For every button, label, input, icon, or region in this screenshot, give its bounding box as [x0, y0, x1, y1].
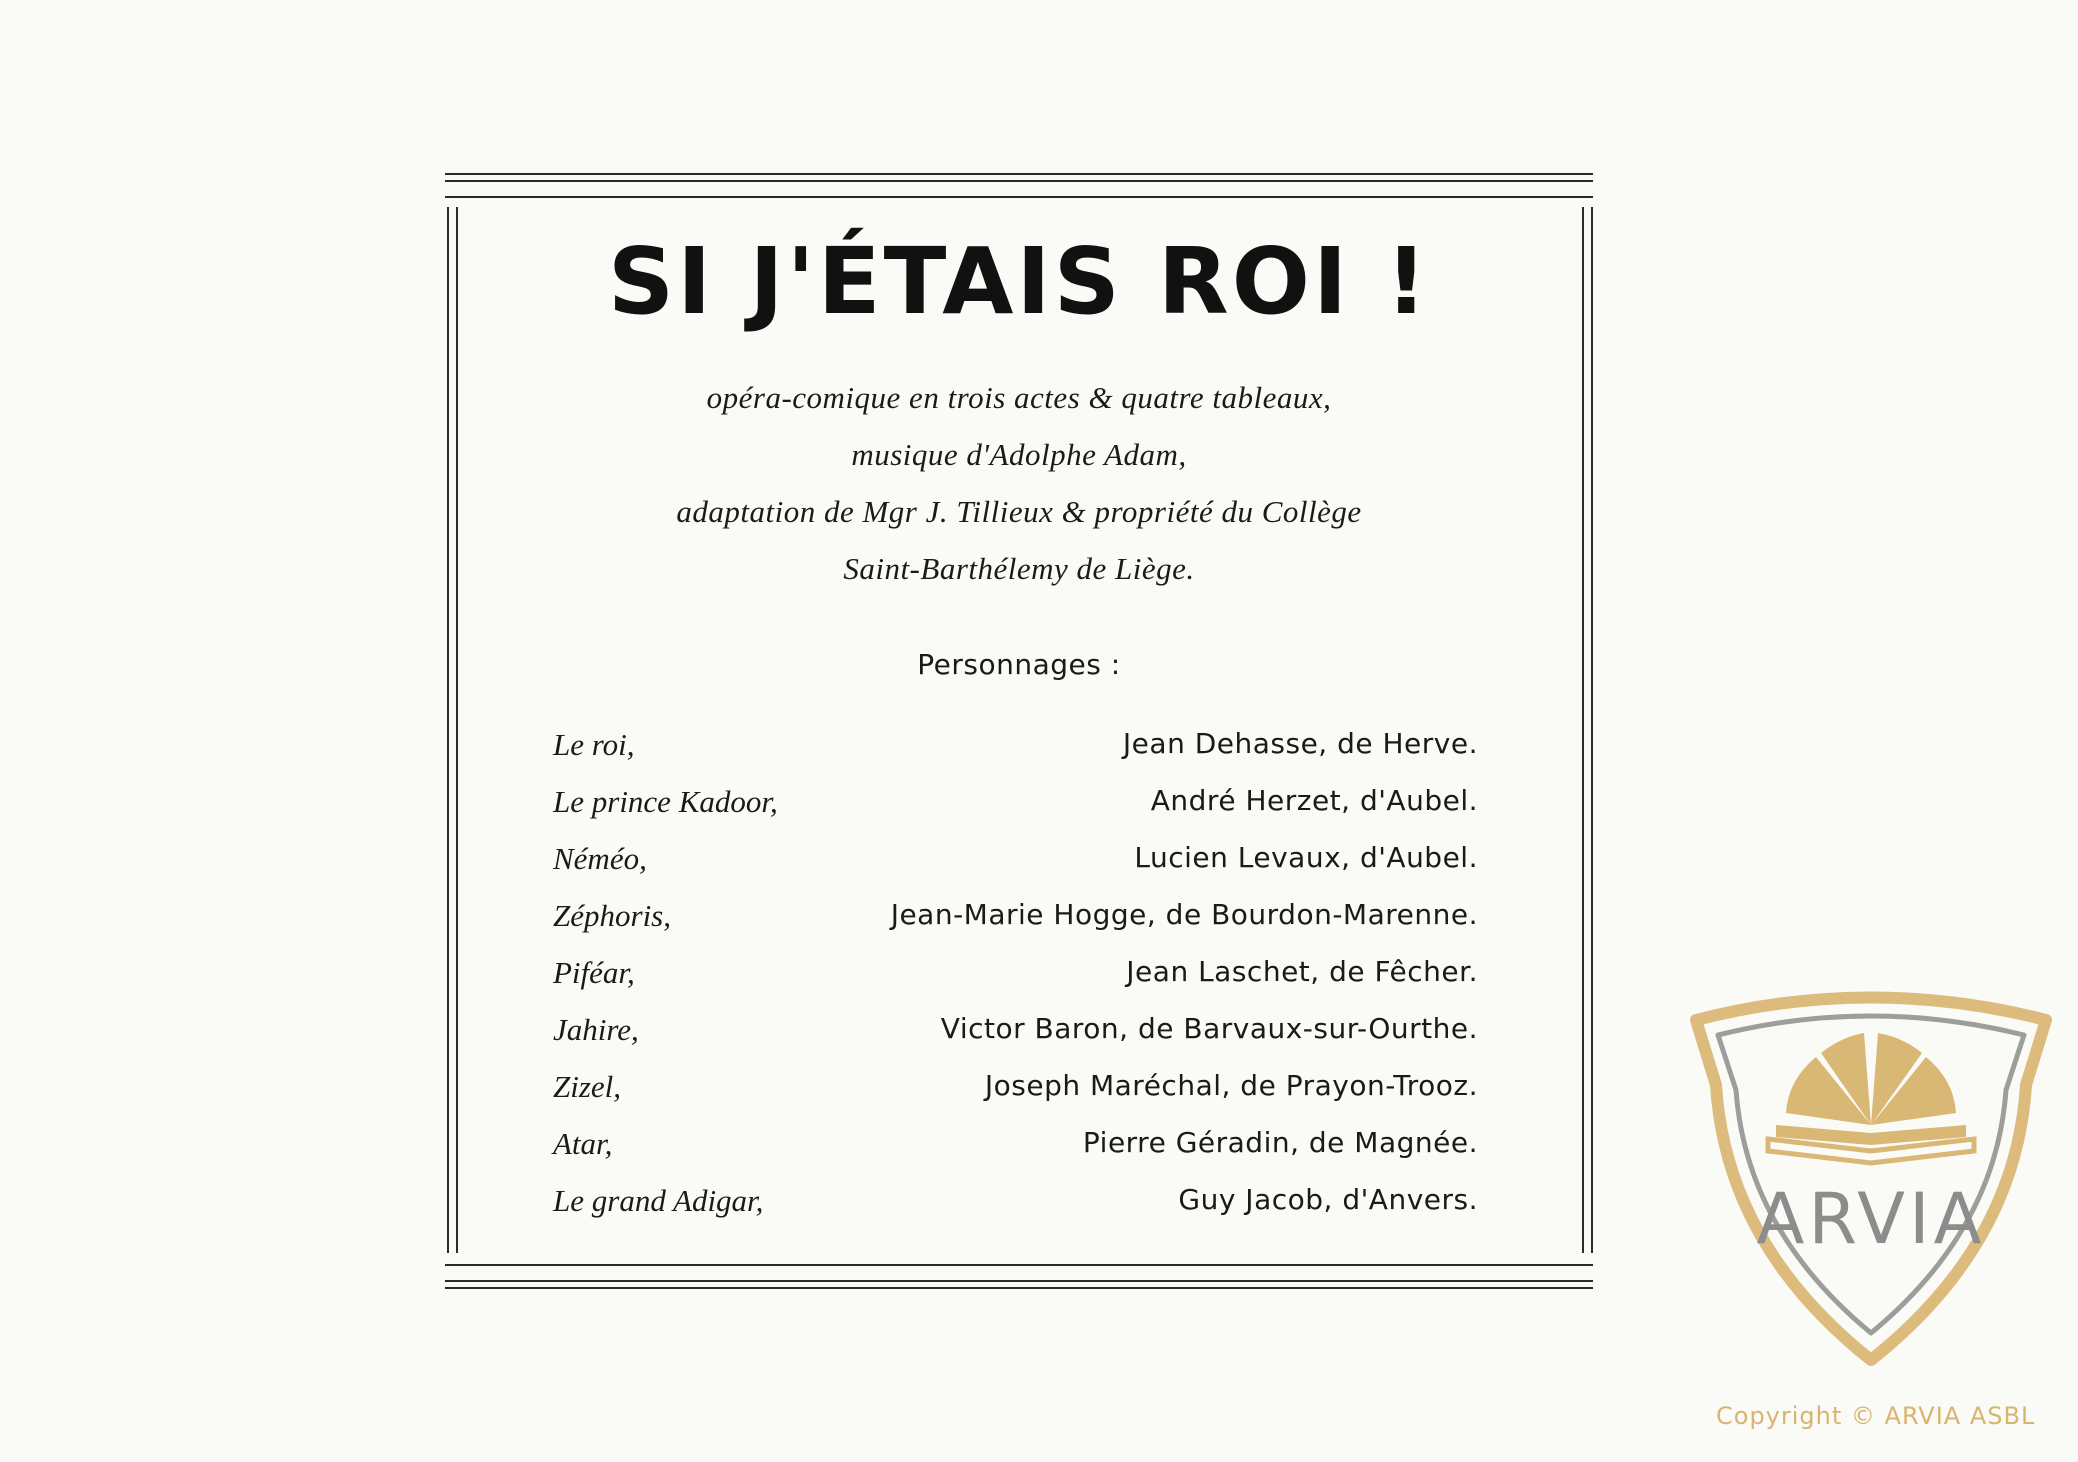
cast-role: Atar,	[553, 1126, 613, 1161]
cast-row	[553, 784, 1478, 832]
page-title: SI J'ÉTAIS ROI !	[607, 228, 1431, 335]
cast-row	[553, 1183, 1478, 1231]
cast-actor: Victor Baron, de Barvaux-sur-Ourthe.	[940, 1012, 1478, 1045]
cast-role: Le grand Adigar,	[553, 1183, 764, 1218]
cast-row	[553, 1069, 1478, 1117]
cast-row	[553, 841, 1478, 889]
bottom-rule-middle	[445, 1280, 1593, 1282]
top-rule-inner	[445, 196, 1593, 198]
left-rule-inner	[456, 207, 458, 1253]
cast-row	[553, 1012, 1478, 1060]
left-rule-outer	[447, 207, 449, 1253]
subtitle-line-4: Saint-Barthélemy de Liège.	[843, 551, 1195, 586]
right-rule-outer	[1591, 207, 1593, 1253]
cast-actor: André Herzet, d'Aubel.	[1150, 784, 1478, 817]
cast-row	[553, 955, 1478, 1003]
cast-actor: Jean Laschet, de Fêcher.	[1126, 955, 1478, 988]
cast-role: Le roi,	[553, 727, 635, 762]
cast-role: Jahire,	[553, 1012, 639, 1047]
cast-role: Piféar,	[553, 955, 635, 990]
cast-row	[553, 1126, 1478, 1174]
right-rule-inner	[1582, 207, 1584, 1253]
subtitle-line-3: adaptation de Mgr J. Tillieux & propriété du Collège	[676, 494, 1362, 529]
cast-actor: Joseph Maréchal, de Prayon-Trooz.	[984, 1069, 1478, 1102]
cast-role: Le prince Kadoor,	[553, 784, 778, 819]
cast-actor: Lucien Levaux, d'Aubel.	[1134, 841, 1478, 874]
personnages-heading: Personnages :	[917, 648, 1121, 681]
cast-role: Néméo,	[553, 841, 647, 876]
arvia-logo-icon	[1676, 975, 2066, 1375]
bottom-rule-outer	[445, 1287, 1593, 1289]
cast-actor: Jean Dehasse, de Herve.	[1122, 727, 1478, 760]
subtitle-line-2: musique d'Adolphe Adam,	[851, 437, 1187, 472]
subtitle-line-1: opéra-comique en trois actes & quatre tableaux,	[706, 380, 1332, 415]
cast-row	[553, 898, 1478, 946]
top-rule-middle	[445, 180, 1593, 182]
arvia-logo-text: ARVIA	[1756, 1178, 1986, 1260]
top-rule-outer	[445, 173, 1593, 175]
cast-role: Zizel,	[553, 1069, 622, 1104]
cast-row	[553, 727, 1478, 775]
cast-actor: Jean-Marie Hogge, de Bourdon-Marenne.	[890, 898, 1478, 931]
cast-actor: Guy Jacob, d'Anvers.	[1178, 1183, 1478, 1216]
copyright-notice: Copyright © ARVIA ASBL	[1716, 1402, 2036, 1430]
bottom-rule-inner	[445, 1264, 1593, 1266]
cast-actor: Pierre Géradin, de Magnée.	[1082, 1126, 1478, 1159]
cast-role: Zéphoris,	[553, 898, 671, 933]
